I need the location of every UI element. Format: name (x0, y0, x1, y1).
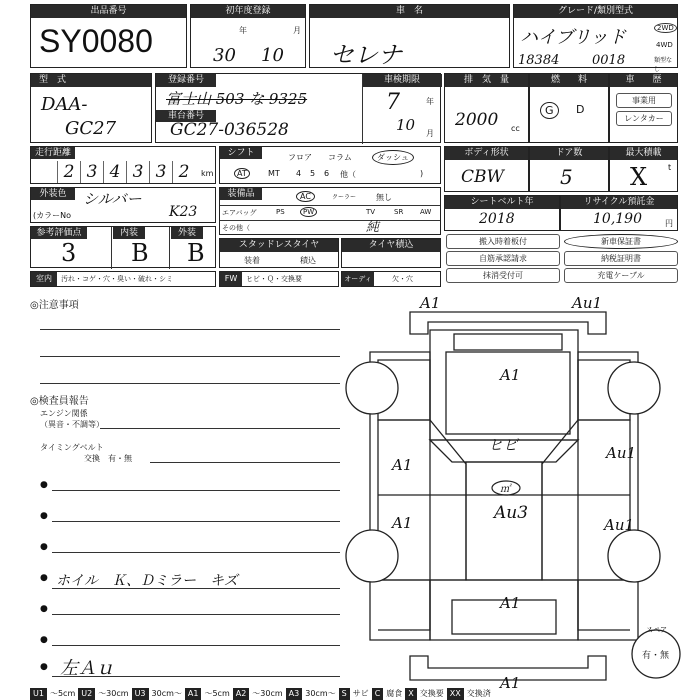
color-number-label: (カラーNo (33, 211, 71, 220)
audio-box (341, 271, 441, 297)
model-type-box (30, 73, 152, 143)
damage-right-door: Au1 (604, 516, 635, 534)
shift-6: 6 (324, 169, 330, 178)
interior-condition-label: 室内 (31, 272, 57, 286)
legend-key: A1 (185, 688, 202, 700)
legend-key: U3 (132, 688, 149, 700)
legend-key: U2 (78, 688, 95, 700)
damage-windshield: ヒビ (488, 436, 519, 454)
seatbelt-box (444, 195, 560, 231)
tire-label: タイヤ積込 (342, 239, 440, 252)
legend-value: 30cm～ (151, 689, 182, 698)
history-box (609, 73, 678, 143)
recycle-box (560, 195, 678, 231)
type-code-a: 18384 (518, 53, 560, 68)
legend-key: A2 (233, 688, 250, 700)
equipment-pw: PW (300, 207, 317, 217)
color-box (30, 187, 216, 223)
btn-cable: 充電ケーブル (564, 268, 678, 283)
equipment-other: その他（ (222, 224, 250, 232)
legend-key: X (405, 688, 416, 700)
damage-roof: Au3 (494, 503, 529, 523)
engine-sub: （異音・不調等） (40, 420, 104, 429)
legend-key: U1 (30, 688, 47, 700)
equipment-other-value: 純 (366, 220, 380, 235)
studless-box (219, 238, 339, 268)
btn-tax: 納税証明書 (564, 251, 678, 266)
damage-legend (30, 688, 494, 700)
recycle-label: リサイクル預託金 (561, 196, 677, 209)
registration-box (155, 73, 441, 143)
bullet-5: ● (40, 604, 48, 614)
month-unit: 月 (293, 26, 301, 35)
doors: 5 (560, 165, 573, 189)
model-type-label: 型 式 (31, 74, 151, 87)
grade-box (513, 4, 678, 73)
note-line-5 (52, 614, 340, 615)
displacement-unit: cc (511, 124, 520, 133)
btn-erase: 抹消受付可 (446, 268, 560, 283)
shift-other-close: ) (420, 169, 424, 178)
registration-number-label: 登録番号 (156, 74, 216, 87)
recycle-unit: 円 (665, 219, 673, 228)
inspection-month: 10 (396, 116, 416, 134)
damage-right-fender: Au1 (606, 444, 637, 462)
first-registration-box (190, 4, 306, 68)
color-label: 外装色 (31, 188, 75, 200)
equipment-label: 装備品 (220, 188, 262, 200)
first-registration-year: 30 (213, 45, 236, 66)
interior-condition-items: 汚れ・コゲ・穴・臭い・破れ・シミ (61, 275, 173, 283)
color-number: K23 (169, 204, 198, 220)
history-business: 事業用 (616, 93, 672, 108)
note-1: ホイル Ｋ、Ｄミラー キズ (56, 573, 238, 589)
legend-value: ～5cm (49, 689, 76, 698)
bullet-3: ● (40, 542, 48, 552)
shift-box (219, 146, 441, 184)
body-type: CBW (461, 167, 504, 187)
equipment-tv: TV (366, 208, 376, 216)
bullet-1: ● (40, 480, 48, 490)
legend-key: XX (447, 688, 464, 700)
legend-value: ～5cm (204, 689, 230, 698)
audio-items: 欠・穴 (392, 275, 413, 283)
mileage-box (30, 146, 216, 184)
equipment-sr: SR (394, 208, 404, 216)
equipment-none: 無し (376, 193, 392, 202)
shift-mt: MT (268, 169, 280, 178)
engine-label: エンジン関係 (40, 409, 88, 418)
lot-number-box (30, 4, 187, 68)
damage-front-right: Au1 (572, 294, 603, 312)
chassis-number: GC27-036528 (170, 120, 289, 140)
registration-number: 富士山 503 な 9325 (166, 90, 308, 108)
legend-value: 交換済 (466, 689, 491, 698)
capacity-unit: t (668, 163, 672, 172)
score: 3 (61, 239, 77, 267)
score-divider-2 (169, 227, 170, 269)
seatbelt-label: シートベルト年 (445, 196, 559, 209)
legend-value: 30cm～ (305, 689, 336, 698)
legend-value: 交換要 (419, 689, 444, 698)
interior-label: 内装 (113, 227, 145, 239)
grade: ハイブリッド (520, 27, 627, 48)
body-type-label: ボディ形状 (445, 147, 528, 160)
fuel-label: 燃 料 (530, 74, 608, 87)
damage-hood: A1 (500, 366, 521, 384)
body-type-box (444, 146, 529, 192)
equipment-ps: PS (276, 208, 285, 216)
legend-value: ～30cm (98, 689, 129, 698)
tire-box (341, 238, 441, 268)
mileage-digit: 2 (57, 161, 80, 183)
engine-line (100, 428, 340, 429)
caution-line-3 (40, 383, 340, 384)
model-type-1: DAA- (41, 94, 88, 115)
note-line-6 (52, 645, 340, 646)
legend-key: S (339, 688, 350, 700)
seatbelt-year: 2018 (479, 211, 515, 227)
equipment-cooler: クーラー (332, 194, 357, 201)
shift-column: コラム (328, 153, 352, 162)
model-type-2: GC27 (65, 118, 117, 139)
inspection-year: 7 (386, 90, 400, 115)
caution-line-1 (40, 329, 340, 330)
legend-key: A3 (286, 688, 303, 700)
model-name: セレナ (330, 41, 402, 69)
spare-label: スペア (646, 626, 667, 634)
first-registration-label: 初年度登録 (191, 5, 305, 18)
color: シルバー (83, 190, 142, 208)
interior-condition-box (30, 271, 216, 287)
btn-self: 自筋承認請求 (446, 251, 560, 266)
shift-dash: ダッシュ (372, 150, 414, 165)
history-rental: レンタカー (616, 111, 672, 126)
damage-rear: A1 (500, 674, 521, 690)
bullet-4: ● (40, 573, 48, 583)
damage-left-door: A1 (392, 514, 413, 532)
model-name-box (309, 4, 510, 68)
mileage-digit: 3 (80, 161, 103, 183)
damage-trunk: A1 (500, 594, 521, 612)
btn-warranty: 新車保証書 (564, 234, 678, 249)
caution-line-2 (40, 356, 340, 357)
exterior-grade: B (187, 239, 205, 267)
drive-none: 類型なし (654, 57, 673, 73)
mileage-digit: 3 (149, 161, 172, 183)
studless-loaded: 積込 (300, 256, 316, 265)
mileage-label: 走行距離 (31, 147, 75, 159)
fw-label: FW (220, 272, 242, 286)
note-2: 左Ａｕ (60, 658, 114, 679)
car-diagram (340, 290, 700, 690)
exterior-label: 外装 (171, 227, 203, 239)
grade-label: グレード/類別型式 (514, 5, 677, 18)
doors-box (529, 146, 609, 192)
score-box (30, 226, 216, 268)
first-registration-month: 10 (261, 45, 284, 66)
bullet-6: ● (40, 635, 48, 645)
bullet-2: ● (40, 511, 48, 521)
drive-2wd: 2WD (654, 23, 677, 33)
damage-roof-mark: ㎡ (500, 484, 510, 495)
note-line-4 (52, 588, 340, 589)
shift-label: シフト (220, 147, 262, 159)
mileage-digit: 3 (126, 161, 149, 183)
mileage-unit: km (201, 169, 214, 178)
inspection-divider (362, 74, 363, 144)
legend-value: ～30cm (252, 689, 283, 698)
mileage-digits (57, 161, 195, 183)
inspection-year-unit: 年 (426, 97, 434, 106)
displacement-label: 排 気 量 (445, 74, 528, 87)
history-label: 車 歴 (610, 74, 677, 87)
caution-label: ◎注意事項 (30, 300, 79, 311)
displacement: 2000 (455, 110, 499, 130)
inspector-label: ◎検査員報告 (30, 396, 89, 407)
fuel-diesel: D (576, 103, 585, 116)
fw-items: ヒビ・Ｑ・交換要 (246, 275, 302, 283)
timing-line (150, 462, 340, 463)
legend-key: C (372, 688, 384, 700)
note-line-7 (52, 676, 340, 677)
score-label: 参考評価点 (31, 227, 87, 239)
studless-mounted: 装着 (244, 256, 260, 265)
equipment-airbag: エアバッグ (222, 209, 257, 217)
shift-4: 4 (296, 169, 302, 178)
inspection-month-unit: 月 (426, 129, 434, 138)
timing-label: タイミングベルト (40, 443, 104, 452)
legend-value: サビ (352, 689, 369, 698)
fuel-gasoline: G (540, 102, 559, 119)
equipment-aw: AW (420, 208, 432, 216)
doors-label: ドア数 (530, 147, 608, 160)
mileage-digit: 2 (172, 161, 195, 183)
mileage-digit: 4 (103, 161, 126, 183)
type-code-b: 0018 (592, 53, 626, 68)
shift-floor: フロア (288, 153, 312, 162)
interior-grade: B (131, 239, 149, 267)
spare-value: 有・無 (642, 651, 670, 661)
btn-manual: 搬入時着板付 (446, 234, 560, 249)
drive-4wd: 4WD (656, 41, 673, 49)
chassis-number-label: 車台番号 (156, 110, 216, 122)
capacity-box (609, 146, 678, 192)
audio-label: オーディオ (342, 272, 374, 286)
note-line-3 (52, 552, 340, 553)
lot-number: SY0080 (39, 23, 153, 59)
capacity: X (630, 163, 648, 191)
note-line-1 (52, 490, 340, 491)
studless-label: スタッドレスタイヤ (220, 239, 338, 252)
shift-other: 他（ (340, 170, 356, 179)
legend-value: 腐食 (386, 689, 403, 698)
fuel-box (529, 73, 609, 143)
displacement-box (444, 73, 529, 143)
capacity-label: 最大積載 (610, 147, 677, 160)
note-line-2 (52, 521, 340, 522)
year-unit: 年 (239, 26, 247, 35)
model-name-label: 車 名 (310, 5, 509, 18)
equipment-box (219, 187, 441, 235)
score-divider-1 (111, 227, 112, 269)
fw-box (219, 271, 339, 287)
damage-front-left: A1 (420, 294, 441, 312)
shift-at: AT (234, 168, 250, 179)
lot-number-label: 出品番号 (31, 5, 186, 18)
bullet-7: ● (40, 662, 48, 672)
shift-5: 5 (310, 169, 316, 178)
damage-left-fender: A1 (392, 456, 413, 474)
timing-sub: 交換 有・無 (84, 454, 132, 463)
recycle-amount: 10,190 (593, 211, 642, 227)
equipment-ac: AC (296, 191, 315, 202)
inspection-label: 車検期限 (362, 74, 442, 87)
